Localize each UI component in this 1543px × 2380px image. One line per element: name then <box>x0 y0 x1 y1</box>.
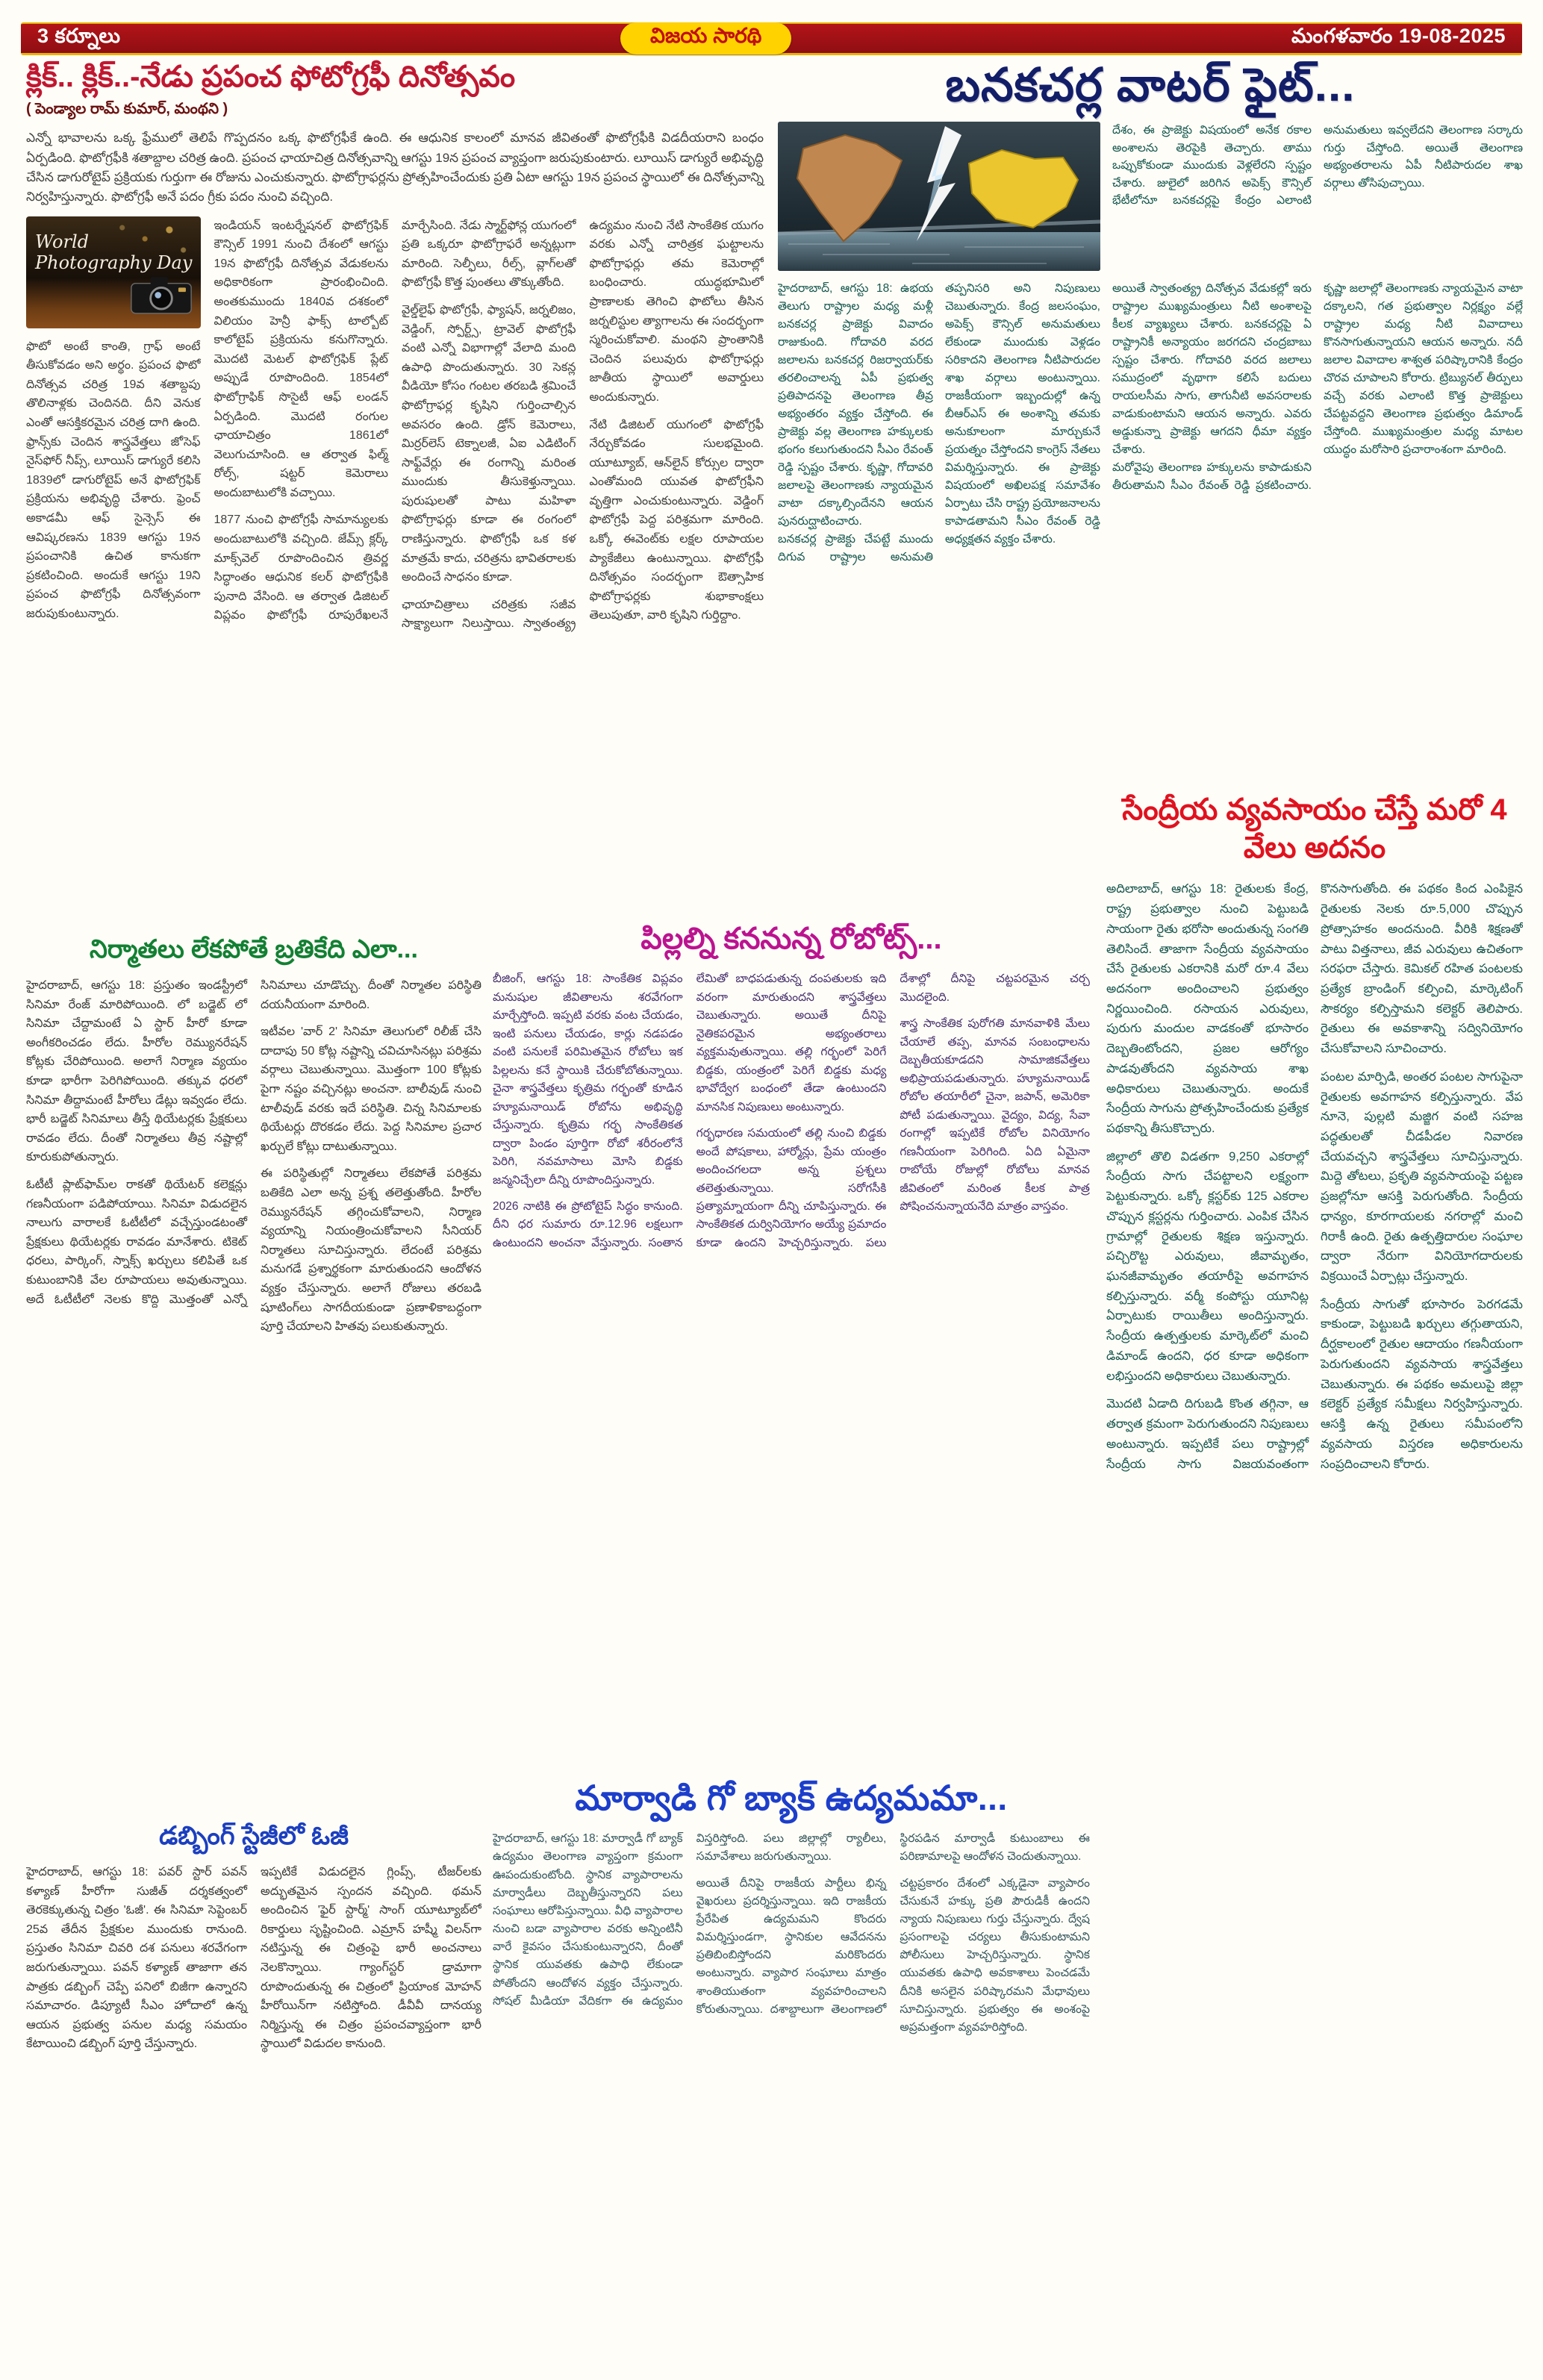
paragraph: మొదటి ఏడాది దిగుబడి కొంత తగ్గినా, ఆ తర్వాత క్రమంగా పెరుగుతుందని నిపుణులు అంటున్నారు. ఇప్పటికే పలు రాష్ట్రాల్లో సేంద్రీయ సాగు విజయవంతంగా కొనసాగుతోంది. ఈ పథకం కింద ఎంపికైన రైతులకు నెలకు రూ.5,000 చొప్పున ప్రోత్సాహకం అందనుంది. వీరికి శిక్షణతో పాటు విత్తనాలు, జీవ ఎరువులు ఉచితంగా సరఫరా చేస్తారు. కెమికల్ రహిత పంటలకు ప్రత్యేక బ్రాండింగ్ కల్పించి, మార్కెటింగ్ సౌకర్యం కల్పిస్తామని కలెక్టర్ తెలిపారు. రైతులు ఈ అవకాశాన్ని సద్వినియోగం చేసుకోవాలని సూచించారు. <box>1106 882 1523 1471</box>
paragraph: పంటల మార్పిడి, అంతర పంటల సాగుపైనా రైతులకు అవగాహన కల్పిస్తున్నారు. వేప నూనె, పుల్లటి మజ్జిగ వంటి సహజ పద్ధతులతో చీడపీడల నివారణ చేయవచ్చని శాస్త్రవేత్తలు సూచిస్తున్నారు. మిద్దె తోటలు, ప్రకృతి వ్యవసాయంపై పట్టణ ప్రజల్లోనూ ఆసక్తి పెరుగుతోంది. సేంద్రీయ ధాన్యం, కూరగాయలకు నగరాల్లో మంచి గిరాకీ ఉంది. రైతు ఉత్పత్తిదారుల సంఘాల ద్వారా నేరుగా వినియోగదారులకు విక్రయించే ఏర్పాట్లు చేస్తున్నారు. <box>1321 1069 1523 1284</box>
paragraph: హైదరాబాద్, ఆగస్టు 18: మార్వాడీ గో బ్యాక్ ఉద్యమం తెలంగాణ వ్యాప్తంగా క్రమంగా ఊపందుకుంటోంది. స్థానిక వ్యాపారాలను మార్వాడీలు దెబ్బతీస్తున్నారని పలు సంఘాలు ఆరోపిస్తున్నాయి. వీధి వ్యాపారాల నుంచి బడా వ్యాపారాల వరకు అన్నింటినీ వారే కైవసం చేసుకుంటున్నారని, దీంతో స్థానిక యువతకు ఉపాధి లేకుండా పోతోందని ఆందోళన వ్యక్తం చేస్తున్నారు. సోషల్ మీడియా వేదికగా ఈ ఉద్యమం విస్తరిస్తోంది. పలు జిల్లాల్లో ర్యాలీలు, సమావేశాలు జరుగుతున్నాయి. <box>493 1832 887 2008</box>
producers-body <box>26 976 481 1781</box>
photography-image-caption: World Photography Day <box>35 231 193 274</box>
paragraph: హైదరాబాద్, ఆగస్టు 18: పవర్ స్టార్ పవన్ కళ్యాణ్ హీరోగా సుజీత్ దర్శకత్వంలో తెరకెక్కుతున్న చిత్రం 'ఓజీ'. ఈ సినిమా సెప్టెంబర్ 25వ తేదీన ప్రేక్షకుల ముందుకు రానుంది. ప్రస్తుతం సినిమా చివరి దశ పనులు శరవేగంగా జరుగుతున్నాయి. పవన్ కళ్యాణ్ తాజాగా తన పాత్రకు డబ్బింగ్ చెప్పే పనిలో బిజీగా ఉన్నారని సమాచారం. డిప్యూటీ సీఎం హోదాలో ఉన్న ఆయన ప్రభుత్వ పనుల మధ్య సమయం కేటాయించి డబ్బింగ్ పూర్తి చేస్తున్నారు. <box>26 1866 247 2051</box>
paragraph: ఇటీవల 'వార్ 2' సినిమా తెలుగులో రిలీజ్ చేసి దాదాపు 50 కోట్ల నష్టాన్ని చవిచూసినట్లు పరిశ్రమ వర్గాలు చెబుతున్నాయి. మొత్తంగా 100 కోట్లకు పైగా నష్టం వచ్చినట్లు అంచనా. బాలీవుడ్ నుంచి టాలీవుడ్ వరకు ఇదే పరిస్థితి. చిన్న సినిమాలకు థియేటర్లు దొరకడం లేదు. పెద్ద సినిమాల ప్రచార ఖర్చులే కోట్లు దాటుతున్నాయి. <box>261 1025 481 1153</box>
paragraph: వైల్డ్‌లైఫ్ ఫొటోగ్రఫీ, ఫ్యాషన్, జర్నలిజం, వెడ్డింగ్, స్పోర్ట్స్, ట్రావెల్ ఫొటోగ్రఫీ వంటి ఎన్నో విభాగాల్లో వేలాది మంది ఉపాధి పొందుతున్నారు. 30 సెకన్ల వీడియో కోసం గంటల తరబడి శ్రమించే ఫొటోగ్రాఫర్ల కృషిని గుర్తించాల్సిన అవసరం ఉంది. డ్రోన్ కెమెరాలు, మిర్రర్‌లెస్ టెక్నాలజీ, ఏఐ ఎడిటింగ్ సాఫ్ట్‌వేర్లు ఈ రంగాన్ని మరింత ముందుకు తీసుకెళ్తున్నాయి. పురుషులతో పాటు మహిళా ఫొటోగ్రాఫర్లు కూడా ఈ రంగంలో రాణిస్తున్నారు. ఫొటోగ్రఫీ ఒక కళ మాత్రమే కాదు, చరిత్రను భావితరాలకు అందించే సాధనం కూడా. <box>402 303 576 584</box>
article-robots <box>493 922 1090 1764</box>
paragraph: అయితే దీనిపై రాజకీయ పార్టీలు భిన్న వైఖరులు ప్రదర్శిస్తున్నాయి. ఇది రాజకీయ ప్రేరేపిత ఉద్యమమని కొందరు విమర్శిస్తుండగా, స్థానికుల ఆవేదనను ప్రతిబింబిస్తోందని మరికొందరు అంటున్నారు. వ్యాపార సంఘాలు మాత్రం శాంతియుతంగా వ్యవహరించాలని కోరుతున్నాయి. దశాబ్దాలుగా తెలంగాణలో స్థిరపడిన మార్వాడీ కుటుంబాలు ఈ పరిణామాలపై ఆందోళన చెందుతున్నాయి. <box>696 1832 1090 2016</box>
paragraph: బనకచర్ల ప్రాజెక్టు చేపట్టే ముందు దిగువ రాష్ట్రాల అనుమతి తప్పనిసరి అని నిపుణులు చెబుతున్నారు. కేంద్ర జలసంఘం, అపెక్స్ కౌన్సిల్ అనుమతులు లేకుండా ముందుకు వెళ్లడం సరికాదని తెలంగాణ నీటిపారుదల శాఖ వర్గాలు అంటున్నాయి. రాజకీయంగా ఇబ్బందుల్లో ఉన్న బీఆర్ఎస్ ఈ అంశాన్ని తమకు అనుకూలంగా మార్చుకునే ప్రయత్నం చేస్తోందని కాంగ్రెస్ నేతలు విమర్శిస్తున్నారు. ఈ ప్రాజెక్టు విషయంలో అఖిలపక్ష సమావేశం ఏర్పాటు చేసి రాష్ట్ర ప్రయోజనాలను కాపాడతామని సీఎం రేవంత్ రెడ్డి అధ్యక్షతన వ్యక్తం చేశారు. <box>778 282 1100 564</box>
water-fight-body-right <box>1112 280 1523 772</box>
article-photography-day <box>26 60 764 902</box>
paragraph: ఇప్పటికే విడుదలైన గ్లింప్స్, టీజర్‌లకు అద్భుతమైన స్పందన వచ్చింది. థమన్ అందించిన 'ఫైర్ స్టార్మ్' సాంగ్ యూట్యూబ్‌లో రికార్డులు సృష్టించింది. ఎమ్రాన్ హష్మీ విలన్‌గా నటిస్తున్న ఈ చిత్రంపై భారీ అంచనాలు నెలకొన్నాయి. గ్యాంగ్‌స్టర్ డ్రామాగా రూపొందుతున్న ఈ చిత్రంలో ప్రియాంక మోహన్ హీరోయిన్‌గా నటిస్తోంది. డీవీవీ దానయ్య నిర్మిస్తున్న ఈ చిత్రం ప్రపంచవ్యాప్తంగా భారీ స్థాయిలో విడుదల కానుంది. <box>261 1866 481 2051</box>
paragraph: చట్టప్రకారం దేశంలో ఎక్కడైనా వ్యాపారం చేసుకునే హక్కు ప్రతి పౌరుడికీ ఉందని న్యాయ నిపుణులు గుర్తు చేస్తున్నారు. ద్వేష ప్రసంగాలపై చర్యలు తీసుకుంటామని పోలీసులు హెచ్చరిస్తున్నారు. స్థానిక యువతకు ఉపాధి అవకాశాలు పెంచడమే దీనికి అసలైన పరిష్కారమని మేధావులు సూచిస్తున్నారు. ప్రభుత్వం ఈ అంశంపై అప్రమత్తంగా వ్యవహరిస్తోంది. <box>900 1876 1090 2034</box>
photography-byline: ( పెండ్యాల రామ్ కుమార్, మంథని ) <box>26 101 228 118</box>
paragraph: ఈ పరిస్థితుల్లో నిర్మాతలు లేకపోతే పరిశ్రమ బతికేది ఎలా అన్న ప్రశ్న తలెత్తుతోంది. హీరోల రెమ్యునరేషన్ తగ్గించుకోవాలని, నిర్మాణ వ్యయాన్ని నియంత్రించుకోవాలని సీనియర్ నిర్మాతలు సూచిస్తున్నారు. లేదంటే పరిశ్రమ మనుగడే ప్రశ్నార్థకంగా మారుతుందని ఆందోళన వ్యక్తం చేస్తున్నారు. అలాగే రోజులు తరబడి షూటింగ్‌లు సాగదీయకుండా ప్రణాళికాబద్ధంగా పూర్తి చేయాలని హితవు పలుకుతున్నారు. <box>261 1167 481 1334</box>
paragraph: దేశం, ఈ ప్రాజెక్టు విషయంలో అనేక రకాల అంశాలను తెరపైకి తెచ్చారు. తాము ఒప్పుకోకుండా ముందుకు వెళ్లలేరని స్పష్టం చేశారు. జులైలో జరిగిన అపెక్స్ కౌన్సిల్ భేటీలోనూ బనకచర్లపై కేంద్రం ఎలాంటి అనుమతులు ఇవ్వలేదని తెలంగాణ సర్కారు గుర్తు చేస్తోంది. అయితే తెలంగాణ అభ్యంతరాలను ఏపీ నీటిపారుదల శాఖ వర్గాలు తోసిపుచ్చాయి. <box>1112 124 1523 207</box>
date-label: మంగళవారం 19-08-2025 <box>1291 24 1506 47</box>
paragraph: గర్భధారణ సమయంలో తల్లి నుంచి బిడ్డకు అందే పోషకాలు, హార్మోన్లు, ప్రేమ యంత్రం అందించగలదా అన్న ప్రశ్నలు తలెత్తుతున్నాయి. సరోగసీకి ప్రత్యామ్నాయంగా దీన్ని చూపిస్తున్నారు. ఈ సాంకేతికత దుర్వినియోగం అయ్యే ప్రమాదం కూడా ఉందని హెచ్చరిస్తున్నారు. పలు దేశాల్లో దీనిపై చట్టపరమైన చర్చ మొదలైంది. <box>696 972 1090 1249</box>
paragraph: అదిలాబాద్, ఆగస్టు 18: రైతులకు కేంద్ర, రాష్ట్ర ప్రభుత్వాల నుంచి పెట్టుబడి సాయంగా రైతు భరోసా అందుతున్న సంగతి తెలిసిందే. తాజాగా సేంద్రీయ వ్యవసాయం చేసే రైతులకు ఎకరానికి మరో రూ.4 వేలు అదనంగా అందించాలని ప్రభుత్వం నిర్ణయించింది. రసాయన ఎరువులు, పురుగు మందుల వాడకంతో భూసారం దెబ్బతింటోందని, ప్రజల ఆరోగ్యం పాడవుతోందని వ్యవసాయ శాఖ అధికారులు చెబుతున్నారు. అందుకే సేంద్రీయ సాగును ప్రోత్సహించేందుకు ప్రత్యేక పథకాన్ని తీసుకొచ్చారు. <box>1106 882 1309 1135</box>
water-dispute-image <box>778 122 1100 271</box>
paragraph: హైదరాబాద్, ఆగస్టు 18: ప్రస్తుతం ఇండస్ట్రీలో సినిమా రేంజ్ మారిపోయింది. లో బడ్జెట్ లో సినిమా చేద్దామంటే ఏ స్టార్ హీరో కూడా అంగీకరించడం లేదు. హీరోల రెమ్యునరేషన్ కోట్లకు చేరిపోయింది. అలాగే నిర్మాణ వ్యయం కూడా భారీగా పెరిగిపోయింది. తక్కువ ధరలో సినిమా తీద్దామంటే హీరోలు డేట్లు ఇవ్వడం లేదు. భారీ బడ్జెట్ సినిమాలు తీస్తే థియేటర్లకు ప్రేక్షకులు రావడం లేదు. దీంతో నిర్మాతలు తీవ్ర నష్టాల్లో కూరుకుపోతున్నారు. <box>26 979 247 1164</box>
organic-headline: సేంద్రీయ వ్యవసాయం చేస్తే మరో 4 వేలు అదనం <box>1122 793 1507 865</box>
article-marwadi-go-back <box>493 1778 1090 2354</box>
masthead-badge: విజయ సారథి <box>620 22 791 54</box>
paragraph: సేంద్రీయ సాగుతో భూసారం పెరగడమే కాకుండా, పెట్టుబడి ఖర్చులు తగ్గుతాయని, దీర్ఘకాలంలో రైతుల ఆదాయం గణనీయంగా పెరుగుతుందని వ్యవసాయ శాస్త్రవేత్తలు చెబుతున్నారు. ఈ పథకం అమలుపై జిల్లా కలెక్టర్ ప్రత్యేక సమీక్షలు నిర్వహిస్తున్నారు. ఆసక్తి ఉన్న రైతులు సమీపంలోని వ్యవసాయ విస్తరణ అధికారులను సంప్రదించాలని కోరారు. <box>1321 1297 1523 1471</box>
paragraph: ఫొటో అంటే కాంతి, గ్రాఫ్ అంటే తీసుకోవడం అని అర్థం. ప్రపంచ ఫొటో దినోత్సవ చరిత్ర 19వ శతాబ్దపు తొలినాళ్లకు చెందినది. దీని వెనుక ఎంతో ఆసక్తికరమైన చరిత్ర దాగి ఉంది. ఫ్రాన్స్‌కు చెందిన శాస్త్రవేత్తలు జోసెఫ్ నైస్‌ఫోర్ నీప్స్, లూయిస్ డాగ్యురే కలిసి 1839లో డాగురోటైప్ అనే ఫొటోగ్రఫిక్ ప్రక్రియను అభివృద్ధి చేశారు. ఫ్రెంచ్ అకాడమీ ఆఫ్ సైన్సెస్ ఈ ఆవిష్కరణను 1839 ఆగస్టు 19న ప్రపంచానికి ఉచిత కానుకగా ప్రకటించింది. అందుకే ఆగస్టు 19ని ప్రపంచ ఫొటోగ్రఫీ దినోత్సవంగా జరుపుకుంటున్నారు. <box>26 340 201 620</box>
paragraph: 1877 నుంచి ఫొటోగ్రఫీ సామాన్యులకు అందుబాటులోకి వచ్చింది. జేమ్స్ క్లర్క్ మాక్స్‌వెల్ రూపొందించిన త్రివర్ణ సిద్ధాంతం ఆధునిక కలర్ ఫొటోగ్రఫీకి పునాది వేసింది. ఆ తర్వాత డిజిటల్ విప్లవం ఫొటోగ్రఫీ రూపురేఖలనే మార్చేసింది. నేడు స్మార్ట్‌ఫోన్ల యుగంలో ప్రతి ఒక్కరూ ఫొటోగ్రాఫరే అన్నట్లుగా మారింది. సెల్ఫీలు, రీల్స్, వ్లాగ్‌లతో ఫొటోగ్రఫీ కొత్త పుంతలు తొక్కుతోంది. <box>213 219 576 622</box>
edition-label: 3 కర్నూలు <box>37 24 121 47</box>
marwadi-headline: మార్వాడి గో బ్యాక్ ఉద్యమమా... <box>575 1778 1008 1817</box>
paragraph: ఇండియన్ ఇంటర్నేషనల్ ఫొటోగ్రఫిక్ కౌన్సిల్ 1991 నుంచి దేశంలో ఆగస్టు 19న ఫొటోగ్రఫీ దినోత్సవ వేడుకలను అధికారికంగా ప్రారంభించింది. అంతకుముందు 1840వ దశకంలో విలియం హెన్రీ ఫాక్స్ టాల్బోట్ కాలోటైప్ ప్రక్రియను కనుగొన్నారు. మొదటి మెటల్ ఫొటోగ్రఫిక్ ప్లేట్ అప్పుడే రూపొందింది. 1854లో ఫొటోగ్రాఫిక్ సొసైటీ ఆఫ్ లండన్ ఏర్పడింది. మొదటి రంగుల ఛాయాచిత్రం 1861లో వెలుగుచూసింది. ఆ తర్వాత ఫిల్మ్ రోల్స్, షట్టర్ కెమెరాలు అందుబాటులోకి వచ్చాయి. <box>213 219 388 499</box>
dubbing-body <box>26 1863 481 2343</box>
water-fight-headline: బనకచర్ల వాటర్ ఫైట్... <box>945 60 1356 111</box>
paragraph: మరోవైపు తెలంగాణ హక్కులను కాపాడుకుని తీరుతామని సీఎం రేవంత్ రెడ్డి ప్రకటించారు. కృష్ణా జలాల్లో తెలంగాణకు న్యాయమైన వాటా దక్కాలని, గత ప్రభుత్వాల నిర్లక్ష్యం వల్లే రాష్ట్రాల మధ్య నీటి వివాదాలు కొనసాగుతున్నాయని ఆయన అన్నారు. నదీ జలాల వివాదాల శాశ్వత పరిష్కారానికి కేంద్రం చొరవ చూపాలని కోరారు. ట్రిబ్యునల్ తీర్పులు వచ్చే వరకు ఎలాంటి కొత్త ప్రాజెక్టులు చేపట్టవద్దని తెలంగాణ ప్రభుత్వం డిమాండ్ చేస్తోంది. ముఖ్యమంత్రుల మధ్య మాటల యుద్ధం మరోసారి ప్రచారాంశంగా మారింది. <box>1112 282 1523 493</box>
article-producers <box>26 934 481 1790</box>
paragraph: ఓటీటీ ప్లాట్‌ఫామ్‌ల రాకతో థియేటర్ కలెక్షన్లు గణనీయంగా పడిపోయాయి. సినిమా విడుదలైన నాలుగు వారాలకే ఓటీటీలో వచ్చేస్తుండటంతో ప్రేక్షకులు థియేటర్లకు రావడం మానేశారు. టికెట్ ధరలు, పార్కింగ్, స్నాక్స్ ఖర్చులు కలిపితే ఒక కుటుంబానికి వేల రూపాయలు అవుతున్నాయి. అదే ఓటీటీలో నెలకు కొద్ది మొత్తంతో ఎన్నో సినిమాలు చూడొచ్చు. దీంతో నిర్మాతల పరిస్థితి దయనీయంగా మారింది. <box>26 979 481 1306</box>
robots-headline: పిల్లల్ని కననున్న రోబోట్స్... <box>640 922 942 955</box>
paragraph: శాస్త్ర సాంకేతిక పురోగతి మానవాళికి మేలు చేయాలే తప్ప, మానవ సంబంధాలను దెబ్బతీయకూడదని సామాజికవేత్తలు అభిప్రాయపడుతున్నారు. హ్యూమనాయిడ్ రోబోల తయారీలో చైనా, జపాన్, అమెరికా పోటీ పడుతున్నాయి. వైద్యం, విద్య, సేవా రంగాల్లో ఇప్పటికే రోబోల వినియోగం గణనీయంగా పెరిగింది. ఏది ఏమైనా రాబోయే రోజుల్లో రోబోలు మానవ జీవితంలో మరింత కీలక పాత్ర పోషించనున్నాయనేది మాత్రం వాస్తవం. <box>900 1017 1090 1213</box>
paragraph: జిల్లాలో తొలి విడతగా 9,250 ఎకరాల్లో సేంద్రీయ సాగు చేపట్టాలని లక్ష్యంగా పెట్టుకున్నారు. ఒక్కో క్లస్టర్‌కు 125 ఎకరాల చొప్పున క్లస్టర్లను గుర్తించారు. ఎంపిక చేసిన గ్రామాల్లో రైతులకు శిక్షణ ఇస్తున్నారు. పచ్చిరొట్ట ఎరువులు, జీవామృతం, ఘనజీవామృతం తయారీపై అవగాహన కల్పిస్తున్నారు. వర్మీ కంపోస్టు యూనిట్ల ఏర్పాటుకు రాయితీలు అందిస్తున్నారు. సేంద్రీయ ఉత్పత్తులకు మార్కెట్‌లో మంచి డిమాండ్ ఉందని, ధర కూడా అధికంగా లభిస్తుందని అధికారులు చెబుతున్నారు. <box>1106 1149 1309 1383</box>
paragraph: బీజింగ్, ఆగస్టు 18: సాంకేతిక విప్లవం మనుషుల జీవితాలను శరవేగంగా మార్చేస్తోంది. ఇప్పటి వరకు వంట చేయడం, ఇంటి పనులు చేయడం, కార్లు నడపడం వంటి పనులకే పరిమితమైన రోబోలు ఇక పిల్లలను కనే స్థాయికి చేరుకోబోతున్నాయి. చైనా శాస్త్రవేత్తలు కృత్రిమ గర్భంతో కూడిన హ్యూమనాయిడ్ రోబోను అభివృద్ధి చేస్తున్నారు. కృత్రిమ గర్భ సాంకేతికత ద్వారా పిండం పూర్తిగా రోబో శరీరంలోనే పెరిగి, నవమాసాలు మోసి బిడ్డకు జన్మనిచ్చేలా దీన్ని రూపొందిస్తున్నారు. <box>493 972 683 1187</box>
paragraph: హైదరాబాద్, ఆగస్టు 18: ఉభయ తెలుగు రాష్ట్రాల మధ్య మళ్లీ బనకచర్ల ప్రాజెక్టు వివాదం రాజుకుంది. గోదావరి వరద జలాలను బనకచర్ల రిజర్వాయర్‌కు తరలించాలన్న ఏపీ ప్రభుత్వ ప్రతిపాదనపై తెలంగాణ తీవ్ర అభ్యంతరం వ్యక్తం చేస్తోంది. ఈ ప్రాజెక్టు వల్ల తెలంగాణ హక్కులకు భంగం కలుగుతుందని సీఎం రేవంత్ రెడ్డి స్పష్టం చేశారు. కృష్ణా, గోదావరి జలాలపై తెలంగాణకు న్యాయమైన వాటా దక్కాల్సిందేనని ఆయన పునరుద్ఘాటించారు. <box>778 282 933 528</box>
header-bar <box>21 22 1522 55</box>
paragraph: 2026 నాటికి ఈ ప్రోటోటైప్ సిద్ధం కానుంది. దీని ధర సుమారు రూ.12.96 లక్షలుగా ఉంటుందని అంచనా వేస్తున్నారు. సంతాన లేమితో బాధపడుతున్న దంపతులకు ఇది వరంగా మారుతుందని శాస్త్రవేత్తలు చెబుతున్నారు. అయితే దీనిపై నైతికపరమైన అభ్యంతరాలు వ్యక్తమవుతున్నాయి. తల్లి గర్భంలో పెరిగే బిడ్డకు, యంత్రంలో పెరిగే బిడ్డకు మధ్య భావోద్వేగ బంధంలో తేడా ఉంటుందని మానసిక నిపుణులు అంటున్నారు. <box>493 972 887 1249</box>
world-photography-day-image <box>26 216 201 328</box>
water-fight-body-left <box>778 280 1100 896</box>
camera-icon <box>129 272 193 316</box>
water-fight-intro <box>1112 122 1523 271</box>
paragraph: అయితే స్వాతంత్య్ర దినోత్సవ వేడుకల్లో ఇరు రాష్ట్రాల ముఖ్యమంత్రులు నీటి అంశాలపై కీలక వ్యాఖ్యలు చేశారు. బనకచర్లపై ఏ రాష్ట్రానికీ అన్యాయం జరగదని చంద్రబాబు స్పష్టం చేశారు. గోదావరి వరద జలాలు సముద్రంలో వృథాగా కలిసే బదులు రాయలసీమ సాగు, తాగునీటి అవసరాలకు వాడుకుంటామని ఆయన అన్నారు. ఎవరు అడ్డుకున్నా ప్రాజెక్టు ఆగదని ధీమా వ్యక్తం చేశారు. <box>1112 282 1312 457</box>
article-organic-farming <box>1106 791 1523 2355</box>
photography-headline: క్లిక్.. క్లిక్..-నేడు ప్రపంచ ఫోటోగ్రఫీ దినోత్సవం <box>26 60 516 93</box>
paragraph: నేటి డిజిటల్ యుగంలో ఫొటోగ్రఫీ నేర్చుకోవడం సులభమైంది. యూట్యూబ్, ఆన్‌లైన్ కోర్సుల ద్వారా ఎంతోమంది యువత ఫొటోగ్రఫీని వృత్తిగా ఎంచుకుంటున్నారు. వెడ్డింగ్ ఫొటోగ్రఫీ పెద్ద పరిశ్రమగా మారింది. ఒక్కో ఈవెంట్‌కు లక్షల రూపాయల ప్యాకేజీలు ఉంటున్నాయి. ఫొటోగ్రఫీ దినోత్సవం సందర్భంగా ఔత్సాహిక ఫొటోగ్రాఫర్లకు శుభాకాంక్షలు తెలుపుతూ, వారి కృషిని గుర్తిద్దాం. <box>589 418 764 622</box>
producers-headline: నిర్మాతలు లేకపోతే బ్రతికేది ఎలా... <box>90 935 418 963</box>
paragraph: ఛాయాచిత్రాలు చరిత్రకు సజీవ సాక్ష్యాలుగా నిలుస్తాయి. స్వాతంత్య్ర ఉద్యమం నుంచి నేటి సాంకేతిక యుగం వరకు ఎన్నో చారిత్రక ఘట్టాలను ఫొటోగ్రాఫర్లు తమ కెమెరాల్లో బంధించారు. యుద్ధభూమిలో ప్రాణాలకు తెగించి ఫొటోలు తీసిన జర్నలిస్టుల త్యాగాలను ఈ సందర్భంగా స్మరించుకోవాలి. మంథని ప్రాంతానికి చెందిన పలువురు ఫొటోగ్రాఫర్లు జాతీయ స్థాయిలో అవార్డులు అందుకున్నారు. <box>402 219 764 631</box>
article-dubbing-og <box>26 1821 481 2354</box>
states-water-map <box>778 122 1100 271</box>
organic-body <box>1106 879 1523 2333</box>
article-water-fight <box>778 58 1523 905</box>
photography-intro: ఎన్నో భావాలను ఒక్క ఫ్రేములో తెలిపే గొప్పదనం ఒక్క ఫొటోగ్రఫీకే ఉంది. ఈ ఆధునిక కాలంలో మానవ జీవితంతో ఫొటోగ్రఫీకి విడదీయరాని బంధం ఏర్పడింది. ఫొటోగ్రఫీకి శతాబ్దాల చరిత్ర ఉంది. ప్రపంచ ఛాయాచిత్ర దినోత్సవాన్ని ఆగస్టు 19న ప్రపంచ వ్యాప్తంగా జరుపుకుంటారు. లూయిస్ డాగ్యురే అభివృద్ధి చేసిన డాగురోటైప్ ప్రక్రియకు గుర్తుగా ఈ రోజును ఎంచుకున్నారు. ఫొటోగ్రాఫర్లను ప్రోత్సహించేందుకు ప్రతి ఏటా ఆగస్టు 19న ప్రపంచ స్థాయిలో ఈ దినోత్సవాన్ని నిర్వహిస్తున్నారు. ఫొటోగ్రఫీ అనే పదం గ్రీకు పదం నుంచి వచ్చింది. <box>26 131 764 204</box>
marwadi-body <box>493 1830 1090 2343</box>
robots-body <box>493 970 1090 1749</box>
dubbing-headline: డబ్బింగ్ స్టేజీలో ఓజీ <box>159 1822 349 1850</box>
photography-body <box>26 216 764 873</box>
